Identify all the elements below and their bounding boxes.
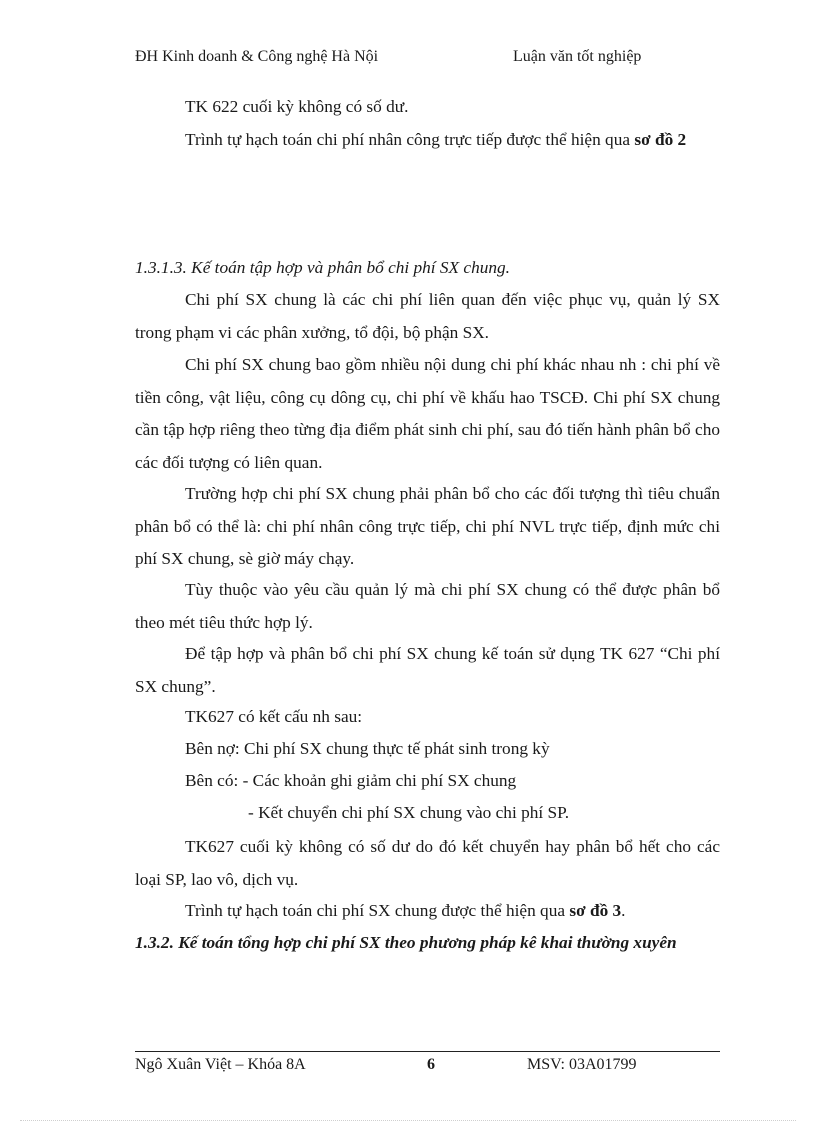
section-heading-1-3-1-3: 1.3.1.3. Kế toán tập hợp và phân bổ chi phí SX chung. xyxy=(135,258,510,277)
footer-page-number: 6 xyxy=(427,1056,435,1073)
paragraph-tk627-closing: TK627 cuối kỳ không có số dư do đó kết chuyển hay phân bổ hết cho các loại SP, lao vô, dịch vụ. xyxy=(135,837,720,889)
footer-author: Ngô Xuân Việt – Khóa 8A xyxy=(135,1056,306,1073)
tk627-credit-transfer-line: - Kết chuyển chi phí SX chung vào chi phí SP. xyxy=(248,803,570,822)
paragraph-overhead-definition: Chi phí SX chung là các chi phí liên quan đến việc phục vụ, quản lý SX trong phạm vi các phân xưởng, tổ đội, bộ phận SX. xyxy=(135,290,720,342)
page-edge-divider xyxy=(20,1120,796,1121)
paragraph-overhead-procedure-end: . xyxy=(621,901,626,920)
diagram-ref-3: sơ đồ 3 xyxy=(569,901,622,920)
section-heading-1-3-2: 1.3.2. Kế toán tổng hợp chi phí SX theo phương pháp kê khai thường xuyên xyxy=(135,933,677,952)
paragraph-overhead-contents: Chi phí SX chung bao gồm nhiều nội dung chi phí khác nhau nh : chi phí về tiền công, vật liệu, công cụ dông cụ, chi phí về khấu hao TSCĐ. Chi phí SX chung cần tập hợp riêng theo từng địa điểm phát sinh chi phí, sau đó tiến hành phân bổ cho các đối tượng có liên quan. xyxy=(135,355,720,472)
paragraph-labor-procedure xyxy=(135,124,720,157)
tk627-credit-line: Bên có: - Các khoản ghi giảm chi phí SX chung xyxy=(185,771,517,790)
paragraph-overhead-procedure xyxy=(135,895,720,928)
paragraph-overhead-procedure-text: Trình tự hạch toán chi phí SX chung được thể hiện qua xyxy=(185,901,566,920)
tk627-structure-line: TK627 có kết cấu nh sau: xyxy=(185,707,363,726)
footer-student-id: MSV: 03A01799 xyxy=(527,1056,637,1073)
paragraph-tk622 xyxy=(135,91,720,124)
paragraph-labor-procedure-text: Trình tự hạch toán chi phí nhân công trực tiếp được thể hiện qua xyxy=(185,130,631,149)
footer-divider xyxy=(135,1051,720,1052)
paragraph-management-requirement: Tùy thuộc vào yêu cầu quản lý mà chi phí SX chung có thể được phân bổ theo mét tiêu thức hợp lý. xyxy=(135,580,720,632)
paragraph-tk622-text: TK 622 cuối kỳ không có số dư. xyxy=(185,97,409,116)
header-university: ĐH Kinh doanh & Công nghệ Hà Nội xyxy=(135,48,379,65)
header-thesis-title: Luận văn tốt nghiệp xyxy=(513,48,642,65)
diagram-ref-2: sơ đồ 2 xyxy=(634,130,687,149)
tk627-debit-line: Bên nợ: Chi phí SX chung thực tế phát sinh trong kỳ xyxy=(185,739,550,758)
paragraph-tk627-usage: Để tập hợp và phân bổ chi phí SX chung kế toán sử dụng TK 627 “Chi phí SX chung”. xyxy=(135,644,720,696)
paragraph-allocation-criteria: Trường hợp chi phí SX chung phải phân bổ cho các đối tượng thì tiêu chuẩn phân bổ có thể là: chi phí nhân công trực tiếp, chi phí NVL trực tiếp, định mức chi phí SX chung, sè giờ máy chạy. xyxy=(135,484,720,568)
